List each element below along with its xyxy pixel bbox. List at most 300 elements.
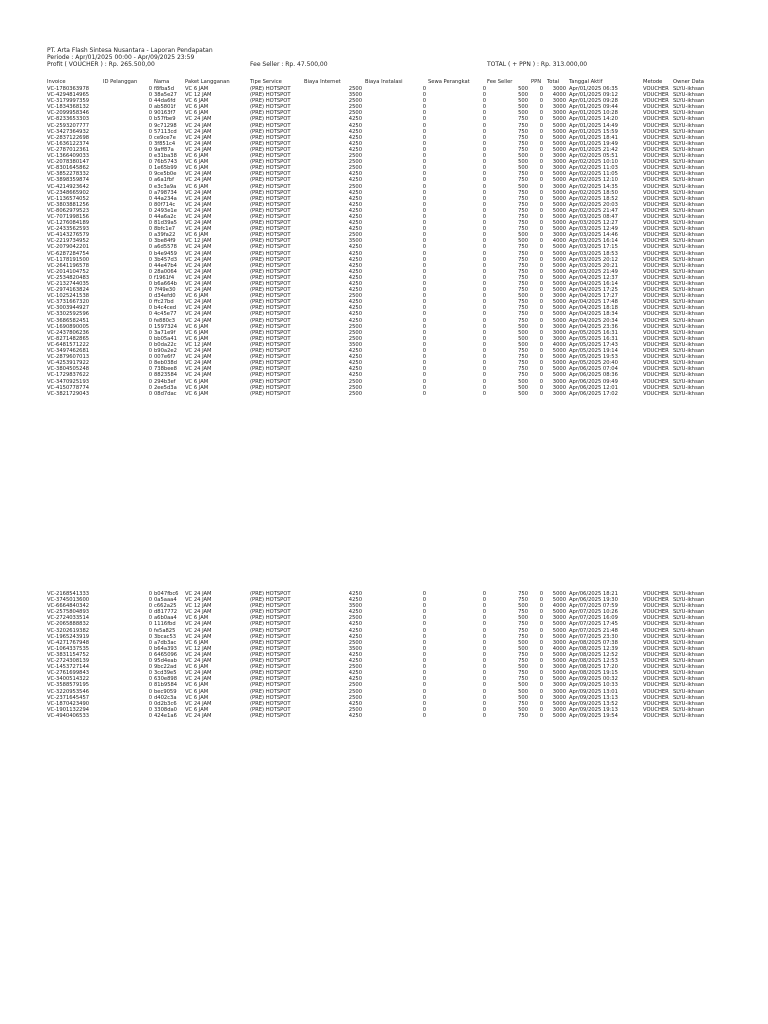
cell-owner: SLYU-ikhsan bbox=[673, 658, 705, 665]
cell-nama: b4c4ced bbox=[154, 305, 177, 312]
cell-invoice: VC-2168541333 bbox=[47, 591, 90, 597]
report-period: Periode : Apr/01/2025 00:00 - Apr/09/2025 23:59 bbox=[47, 54, 195, 61]
cell-tanggal-aktif: Apr/07/2025 16:09 bbox=[569, 615, 618, 622]
cell-owner: SLYU-ikhsan bbox=[673, 366, 705, 373]
cell-owner: SLYU-ikhsan bbox=[673, 256, 705, 263]
cell-ppn: 0 bbox=[539, 140, 543, 147]
cell-tipe-service: (PRE) HOTSPOT bbox=[250, 159, 291, 166]
cell-fee-seller: 500 bbox=[518, 159, 528, 166]
cell-sewa-perangkat: 0 bbox=[482, 384, 486, 391]
cell-nama: 38a5e27 bbox=[154, 92, 177, 99]
cell-ppn: 0 bbox=[539, 122, 543, 129]
cell-tipe-service: (PRE) HOTSPOT bbox=[250, 207, 291, 214]
cell-tipe-service: (PRE) HOTSPOT bbox=[250, 122, 291, 129]
cell-invoice: VC-2593207777 bbox=[47, 122, 90, 129]
cell-id-pelanggan: 0 bbox=[148, 201, 152, 208]
cell-sewa-perangkat: 0 bbox=[482, 694, 486, 701]
cell-biaya-instalasi: 0 bbox=[422, 597, 426, 604]
cell-sewa-perangkat: 0 bbox=[482, 244, 486, 251]
cell-biaya-instalasi: 0 bbox=[422, 348, 426, 355]
cell-tipe-service: (PRE) HOTSPOT bbox=[250, 177, 291, 184]
cell-nama: 44e47b4 bbox=[154, 262, 177, 269]
cell-tanggal-aktif: Apr/06/2025 19:30 bbox=[569, 597, 618, 604]
cell-fee-seller: 750 bbox=[518, 226, 528, 233]
cell-owner: SLYU-ikhsan bbox=[673, 146, 705, 153]
cell-nama: ffc27bd bbox=[154, 299, 174, 306]
cell-tanggal-aktif: Apr/02/2025 10:10 bbox=[569, 159, 618, 166]
cell-biaya-internet: 2500 bbox=[348, 110, 362, 117]
cell-ppn: 0 bbox=[539, 207, 543, 214]
cell-id-pelanggan: 0 bbox=[148, 220, 152, 227]
cell-metode: VOUCHER bbox=[643, 268, 669, 275]
cell-total: 5000 bbox=[552, 268, 566, 275]
cell-tanggal-aktif: Apr/05/2025 17:43 bbox=[569, 341, 618, 348]
cell-biaya-internet: 4250 bbox=[348, 122, 362, 129]
col-id-pelanggan: ID Pelanggan bbox=[103, 79, 138, 85]
cell-id-pelanggan: 0 bbox=[148, 140, 152, 147]
cell-sewa-perangkat: 0 bbox=[482, 335, 486, 342]
cell-sewa-perangkat: 0 bbox=[482, 651, 486, 658]
cell-ppn: 0 bbox=[539, 153, 543, 160]
cell-biaya-internet: 4250 bbox=[348, 171, 362, 178]
cell-owner: SLYU-ikhsan bbox=[673, 213, 705, 220]
cell-paket: VC 24 JAM bbox=[185, 146, 212, 153]
cell-fee-seller: 500 bbox=[518, 86, 528, 92]
cell-owner: SLYU-ikhsan bbox=[673, 348, 705, 355]
cell-paket: VC 6 JAM bbox=[185, 293, 209, 300]
cell-total: 5000 bbox=[552, 146, 566, 153]
cell-nama: 9ce5b0e bbox=[154, 171, 177, 178]
cell-biaya-instalasi: 0 bbox=[422, 183, 426, 190]
cell-id-pelanggan: 0 bbox=[148, 293, 152, 300]
cell-metode: VOUCHER bbox=[643, 706, 669, 713]
cell-nama: ab5801f bbox=[154, 104, 176, 111]
cell-metode: VOUCHER bbox=[643, 639, 669, 646]
cell-tipe-service: (PRE) HOTSPOT bbox=[250, 293, 291, 300]
cell-fee-seller: 750 bbox=[518, 116, 528, 123]
cell-owner: SLYU-ikhsan bbox=[673, 621, 705, 628]
cell-sewa-perangkat: 0 bbox=[482, 615, 486, 622]
cell-owner: SLYU-ikhsan bbox=[673, 688, 705, 695]
cell-id-pelanggan: 0 bbox=[148, 274, 152, 281]
cell-biaya-instalasi: 0 bbox=[422, 92, 426, 99]
cell-nama: 8bfc1e7 bbox=[154, 226, 176, 233]
cell-sewa-perangkat: 0 bbox=[482, 329, 486, 336]
cell-ppn: 0 bbox=[539, 195, 543, 202]
cell-metode: VOUCHER bbox=[643, 110, 669, 117]
cell-biaya-internet: 4250 bbox=[348, 354, 362, 361]
cell-total: 5000 bbox=[552, 207, 566, 214]
cell-id-pelanggan: 0 bbox=[148, 591, 152, 597]
cell-biaya-internet: 2500 bbox=[348, 293, 362, 300]
cell-paket: VC 6 JAM bbox=[185, 378, 209, 385]
cell-sewa-perangkat: 0 bbox=[482, 201, 486, 208]
cell-id-pelanggan: 0 bbox=[148, 256, 152, 263]
cell-owner: SLYU-ikhsan bbox=[673, 323, 705, 330]
cell-owner: SLYU-ikhsan bbox=[673, 274, 705, 281]
cell-ppn: 0 bbox=[539, 287, 543, 294]
cell-ppn: 0 bbox=[539, 682, 543, 689]
cell-biaya-internet: 4250 bbox=[348, 658, 362, 665]
cell-invoice: VC-2534820483 bbox=[47, 274, 90, 281]
cell-id-pelanggan: 0 bbox=[148, 706, 152, 713]
cell-fee-seller: 750 bbox=[518, 220, 528, 227]
cell-metode: VOUCHER bbox=[643, 694, 669, 701]
cell-paket: VC 24 JAM bbox=[185, 128, 212, 135]
cell-id-pelanggan: 0 bbox=[148, 183, 152, 190]
cell-invoice: VC-8271482865 bbox=[47, 335, 90, 342]
cell-total: 5000 bbox=[552, 287, 566, 294]
cell-total: 3000 bbox=[552, 183, 566, 190]
cell-id-pelanggan: 0 bbox=[148, 366, 152, 373]
cell-ppn: 0 bbox=[539, 238, 543, 245]
cell-owner: SLYU-ikhsan bbox=[673, 664, 705, 671]
cell-biaya-instalasi: 0 bbox=[422, 274, 426, 281]
cell-metode: VOUCHER bbox=[643, 116, 669, 123]
cell-biaya-instalasi: 0 bbox=[422, 134, 426, 141]
cell-id-pelanggan: 0 bbox=[148, 348, 152, 355]
cell-metode: VOUCHER bbox=[643, 360, 669, 367]
cell-invoice: VC-2099958346 bbox=[47, 110, 90, 117]
cell-owner: SLYU-ikhsan bbox=[673, 645, 705, 652]
cell-biaya-internet: 2500 bbox=[348, 384, 362, 391]
cell-biaya-internet: 4250 bbox=[348, 597, 362, 604]
cell-tanggal-aktif: Apr/04/2025 18:34 bbox=[569, 311, 618, 318]
cell-tanggal-aktif: Apr/02/2025 21:47 bbox=[569, 207, 618, 214]
cell-metode: VOUCHER bbox=[643, 670, 669, 677]
cell-metode: VOUCHER bbox=[643, 317, 669, 324]
cell-tipe-service: (PRE) HOTSPOT bbox=[250, 682, 291, 689]
cell-metode: VOUCHER bbox=[643, 591, 669, 597]
cell-id-pelanggan: 0 bbox=[148, 244, 152, 251]
cell-paket: VC 24 JAM bbox=[185, 262, 212, 269]
cell-biaya-internet: 4250 bbox=[348, 116, 362, 123]
cell-biaya-internet: 4250 bbox=[348, 372, 362, 379]
cell-nama: 7f49e30 bbox=[154, 287, 176, 294]
cell-paket: VC 24 JAM bbox=[185, 171, 212, 178]
cell-biaya-internet: 4250 bbox=[348, 366, 362, 373]
cell-paket: VC 6 JAM bbox=[185, 384, 209, 391]
cell-metode: VOUCHER bbox=[643, 664, 669, 671]
cell-invoice: VC-4214923642 bbox=[47, 183, 90, 190]
cell-biaya-internet: 4250 bbox=[348, 348, 362, 355]
cell-nama: 6465096 bbox=[154, 651, 178, 658]
cell-sewa-perangkat: 0 bbox=[482, 700, 486, 707]
cell-owner: SLYU-ikhsan bbox=[673, 597, 705, 604]
cell-ppn: 0 bbox=[539, 633, 543, 640]
cell-invoice: VC-2879607013 bbox=[47, 354, 90, 361]
cell-invoice: VC-2433562593 bbox=[47, 226, 90, 233]
cell-tipe-service: (PRE) HOTSPOT bbox=[250, 384, 291, 391]
cell-owner: SLYU-ikhsan bbox=[673, 639, 705, 646]
table-row bbox=[0, 713, 768, 719]
cell-biaya-internet: 4250 bbox=[348, 207, 362, 214]
cell-biaya-internet: 4250 bbox=[348, 177, 362, 184]
cell-id-pelanggan: 0 bbox=[148, 676, 152, 683]
cell-id-pelanggan: 0 bbox=[148, 122, 152, 129]
cell-tanggal-aktif: Apr/03/2025 18:53 bbox=[569, 250, 618, 257]
cell-fee-seller: 500 bbox=[518, 98, 528, 105]
cell-ppn: 0 bbox=[539, 92, 543, 99]
table-row bbox=[0, 391, 768, 397]
cell-biaya-instalasi: 0 bbox=[422, 633, 426, 640]
cell-total: 3000 bbox=[552, 293, 566, 300]
cell-paket: VC 6 JAM bbox=[185, 98, 209, 105]
cell-tanggal-aktif: Apr/01/2025 09:44 bbox=[569, 104, 618, 111]
cell-total: 3000 bbox=[552, 159, 566, 166]
cell-tanggal-aktif: Apr/04/2025 17:48 bbox=[569, 299, 618, 306]
cell-invoice: VC-3686582451 bbox=[47, 317, 90, 324]
cell-biaya-instalasi: 0 bbox=[422, 627, 426, 634]
cell-invoice: VC-2724033514 bbox=[47, 615, 90, 622]
cell-biaya-instalasi: 0 bbox=[422, 645, 426, 652]
cell-paket: VC 6 JAM bbox=[185, 104, 209, 111]
cell-tipe-service: (PRE) HOTSPOT bbox=[250, 621, 291, 628]
cell-tanggal-aktif: Apr/07/2025 10:26 bbox=[569, 609, 618, 616]
cell-paket: VC 24 JAM bbox=[185, 116, 212, 123]
cell-biaya-instalasi: 0 bbox=[422, 146, 426, 153]
cell-paket: VC 24 JAM bbox=[185, 195, 212, 202]
cell-owner: SLYU-ikhsan bbox=[673, 98, 705, 105]
cell-metode: VOUCHER bbox=[643, 621, 669, 628]
cell-id-pelanggan: 0 bbox=[148, 603, 152, 610]
cell-nama: 95d4eab bbox=[154, 658, 177, 665]
cell-metode: VOUCHER bbox=[643, 633, 669, 640]
cell-ppn: 0 bbox=[539, 609, 543, 616]
cell-tipe-service: (PRE) HOTSPOT bbox=[250, 651, 291, 658]
cell-tanggal-aktif: Apr/08/2025 07:38 bbox=[569, 639, 618, 646]
col-ppn: PPN bbox=[531, 79, 542, 85]
cell-ppn: 0 bbox=[539, 165, 543, 172]
cell-tipe-service: (PRE) HOTSPOT bbox=[250, 603, 291, 610]
cell-biaya-instalasi: 0 bbox=[422, 177, 426, 184]
cell-sewa-perangkat: 0 bbox=[482, 122, 486, 129]
cell-paket: VC 6 JAM bbox=[185, 390, 209, 397]
cell-total: 5000 bbox=[552, 597, 566, 604]
cell-paket: VC 12 JAM bbox=[185, 238, 212, 245]
cell-invoice: VC-2837122698 bbox=[47, 134, 90, 141]
cell-total: 3000 bbox=[552, 682, 566, 689]
cell-metode: VOUCHER bbox=[643, 262, 669, 269]
cell-ppn: 0 bbox=[539, 390, 543, 397]
cell-total: 5000 bbox=[552, 348, 566, 355]
cell-ppn: 0 bbox=[539, 232, 543, 239]
cell-nama: 81b9584 bbox=[154, 682, 178, 689]
cell-total: 5000 bbox=[552, 676, 566, 683]
cell-fee-seller: 750 bbox=[518, 317, 528, 324]
cell-biaya-instalasi: 0 bbox=[422, 372, 426, 379]
cell-owner: SLYU-ikhsan bbox=[673, 627, 705, 634]
cell-invoice: VC-1780363978 bbox=[47, 86, 90, 92]
cell-ppn: 0 bbox=[539, 244, 543, 251]
cell-biaya-instalasi: 0 bbox=[422, 682, 426, 689]
cell-biaya-instalasi: 0 bbox=[422, 317, 426, 324]
cell-id-pelanggan: 0 bbox=[148, 639, 152, 646]
cell-sewa-perangkat: 0 bbox=[482, 220, 486, 227]
cell-nama: b6a664b bbox=[154, 281, 177, 287]
cell-ppn: 0 bbox=[539, 293, 543, 300]
cell-biaya-internet: 2500 bbox=[348, 688, 362, 695]
cell-invoice: VC-1965243919 bbox=[47, 633, 90, 640]
table-body-page1 bbox=[0, 86, 768, 397]
cell-paket: VC 24 JAM bbox=[185, 140, 212, 147]
cell-biaya-internet: 4250 bbox=[348, 201, 362, 208]
cell-nama: bec9059 bbox=[154, 688, 177, 695]
cell-total: 3000 bbox=[552, 688, 566, 695]
cell-biaya-instalasi: 0 bbox=[422, 244, 426, 251]
cell-invoice: VC-1453727144 bbox=[47, 664, 90, 671]
cell-invoice: VC-3400514322 bbox=[47, 676, 90, 683]
cell-invoice: VC-3804505248 bbox=[47, 366, 90, 373]
cell-invoice: VC-1366409033 bbox=[47, 153, 90, 160]
cell-sewa-perangkat: 0 bbox=[482, 274, 486, 281]
cell-total: 5000 bbox=[552, 299, 566, 306]
cell-nama: 9aff87a bbox=[154, 146, 174, 153]
cell-tipe-service: (PRE) HOTSPOT bbox=[250, 92, 291, 99]
cell-biaya-internet: 2500 bbox=[348, 335, 362, 342]
cell-fee-seller: 500 bbox=[518, 615, 528, 622]
cell-sewa-perangkat: 0 bbox=[482, 110, 486, 117]
cell-total: 3000 bbox=[552, 694, 566, 701]
cell-ppn: 0 bbox=[539, 712, 543, 719]
cell-sewa-perangkat: 0 bbox=[482, 664, 486, 671]
cell-biaya-internet: 4250 bbox=[348, 213, 362, 220]
cell-invoice: VC-3470925193 bbox=[47, 378, 90, 385]
cell-biaya-instalasi: 0 bbox=[422, 201, 426, 208]
cell-total: 5000 bbox=[552, 311, 566, 318]
cell-tipe-service: (PRE) HOTSPOT bbox=[250, 189, 291, 196]
cell-biaya-internet: 3500 bbox=[348, 238, 362, 245]
cell-tanggal-aktif: Apr/03/2025 12:27 bbox=[569, 220, 618, 227]
cell-nama: a39fa22 bbox=[154, 232, 176, 239]
cell-fee-seller: 500 bbox=[518, 645, 528, 652]
cell-invoice: VC-1870423490 bbox=[47, 700, 90, 707]
cell-owner: SLYU-ikhsan bbox=[673, 354, 705, 361]
cell-id-pelanggan: 0 bbox=[148, 287, 152, 294]
cell-tanggal-aktif: Apr/04/2025 17:27 bbox=[569, 293, 618, 300]
cell-metode: VOUCHER bbox=[643, 627, 669, 634]
cell-owner: SLYU-ikhsan bbox=[673, 171, 705, 178]
cell-metode: VOUCHER bbox=[643, 201, 669, 208]
cell-metode: VOUCHER bbox=[643, 207, 669, 214]
cell-total: 3000 bbox=[552, 615, 566, 622]
cell-ppn: 0 bbox=[539, 116, 543, 123]
cell-paket: VC 6 JAM bbox=[185, 664, 209, 671]
cell-biaya-instalasi: 0 bbox=[422, 122, 426, 129]
cell-total: 5000 bbox=[552, 360, 566, 367]
cell-sewa-perangkat: 0 bbox=[482, 360, 486, 367]
cell-invoice: VC-2348665902 bbox=[47, 189, 90, 196]
cell-total: 5000 bbox=[552, 226, 566, 233]
cell-invoice: VC-2761699843 bbox=[47, 670, 90, 677]
cell-fee-seller: 750 bbox=[518, 146, 528, 153]
cell-owner: SLYU-ikhsan bbox=[673, 207, 705, 214]
cell-biaya-instalasi: 0 bbox=[422, 329, 426, 336]
cell-sewa-perangkat: 0 bbox=[482, 268, 486, 275]
cell-total: 5000 bbox=[552, 670, 566, 677]
cell-sewa-perangkat: 0 bbox=[482, 645, 486, 652]
col-biaya-internet: Biaya Internet bbox=[304, 79, 341, 85]
cell-ppn: 0 bbox=[539, 268, 543, 275]
cell-biaya-internet: 4250 bbox=[348, 220, 362, 227]
cell-biaya-instalasi: 0 bbox=[422, 140, 426, 147]
cell-paket: VC 6 JAM bbox=[185, 694, 209, 701]
cell-fee-seller: 750 bbox=[518, 128, 528, 135]
cell-owner: SLYU-ikhsan bbox=[673, 305, 705, 312]
cell-owner: SLYU-ikhsan bbox=[673, 682, 705, 689]
cell-id-pelanggan: 0 bbox=[148, 615, 152, 622]
cell-biaya-instalasi: 0 bbox=[422, 676, 426, 683]
cell-id-pelanggan: 0 bbox=[148, 609, 152, 616]
cell-tipe-service: (PRE) HOTSPOT bbox=[250, 256, 291, 263]
cell-biaya-internet: 3500 bbox=[348, 603, 362, 610]
cell-invoice: VC-2219734952 bbox=[47, 238, 90, 245]
cell-tipe-service: (PRE) HOTSPOT bbox=[250, 281, 291, 287]
cell-sewa-perangkat: 0 bbox=[482, 633, 486, 640]
cell-ppn: 0 bbox=[539, 305, 543, 312]
cell-id-pelanggan: 0 bbox=[148, 354, 152, 361]
cell-invoice: VC-3179997359 bbox=[47, 98, 90, 105]
cell-total: 5000 bbox=[552, 244, 566, 251]
cell-total: 5000 bbox=[552, 712, 566, 719]
cell-tipe-service: (PRE) HOTSPOT bbox=[250, 323, 291, 330]
cell-id-pelanggan: 0 bbox=[148, 372, 152, 379]
cell-owner: SLYU-ikhsan bbox=[673, 281, 705, 287]
cell-paket: VC 24 JAM bbox=[185, 268, 212, 275]
cell-ppn: 0 bbox=[539, 86, 543, 92]
col-sewa-perangkat: Sewa Perangkat bbox=[428, 79, 470, 85]
cell-nama: e31ba38 bbox=[154, 153, 177, 160]
cell-id-pelanggan: 0 bbox=[148, 378, 152, 385]
cell-id-pelanggan: 0 bbox=[148, 597, 152, 604]
cell-id-pelanggan: 0 bbox=[148, 651, 152, 658]
cell-tipe-service: (PRE) HOTSPOT bbox=[250, 146, 291, 153]
cell-fee-seller: 500 bbox=[518, 335, 528, 342]
cell-owner: SLYU-ikhsan bbox=[673, 159, 705, 166]
cell-biaya-instalasi: 0 bbox=[422, 287, 426, 294]
cell-tipe-service: (PRE) HOTSPOT bbox=[250, 354, 291, 361]
cell-biaya-instalasi: 0 bbox=[422, 658, 426, 665]
cell-metode: VOUCHER bbox=[643, 213, 669, 220]
cell-sewa-perangkat: 0 bbox=[482, 348, 486, 355]
cell-owner: SLYU-ikhsan bbox=[673, 104, 705, 111]
cell-owner: SLYU-ikhsan bbox=[673, 177, 705, 184]
cell-invoice: VC-3831154752 bbox=[47, 651, 90, 658]
cell-paket: VC 6 JAM bbox=[185, 329, 209, 336]
cell-id-pelanggan: 0 bbox=[148, 116, 152, 123]
cell-sewa-perangkat: 0 bbox=[482, 165, 486, 172]
cell-nama: 3b457d3 bbox=[154, 256, 178, 263]
cell-tanggal-aktif: Apr/01/2025 14:20 bbox=[569, 116, 618, 123]
cell-biaya-instalasi: 0 bbox=[422, 281, 426, 287]
cell-tanggal-aktif: Apr/09/2025 19:54 bbox=[569, 712, 618, 719]
cell-paket: VC 24 JAM bbox=[185, 299, 212, 306]
cell-fee-seller: 750 bbox=[518, 700, 528, 707]
cell-biaya-instalasi: 0 bbox=[422, 104, 426, 111]
cell-fee-seller: 750 bbox=[518, 360, 528, 367]
cell-id-pelanggan: 0 bbox=[148, 226, 152, 233]
cell-tanggal-aktif: Apr/01/2025 09:12 bbox=[569, 92, 618, 99]
cell-ppn: 0 bbox=[539, 250, 543, 257]
cell-ppn: 0 bbox=[539, 676, 543, 683]
cell-total: 5000 bbox=[552, 651, 566, 658]
cell-biaya-instalasi: 0 bbox=[422, 591, 426, 597]
col-paket-langganan: Paket Langganan bbox=[185, 79, 230, 85]
cell-invoice: VC-3898359874 bbox=[47, 177, 90, 184]
cell-fee-seller: 500 bbox=[518, 603, 528, 610]
cell-owner: SLYU-ikhsan bbox=[673, 694, 705, 701]
cell-id-pelanggan: 0 bbox=[148, 621, 152, 628]
